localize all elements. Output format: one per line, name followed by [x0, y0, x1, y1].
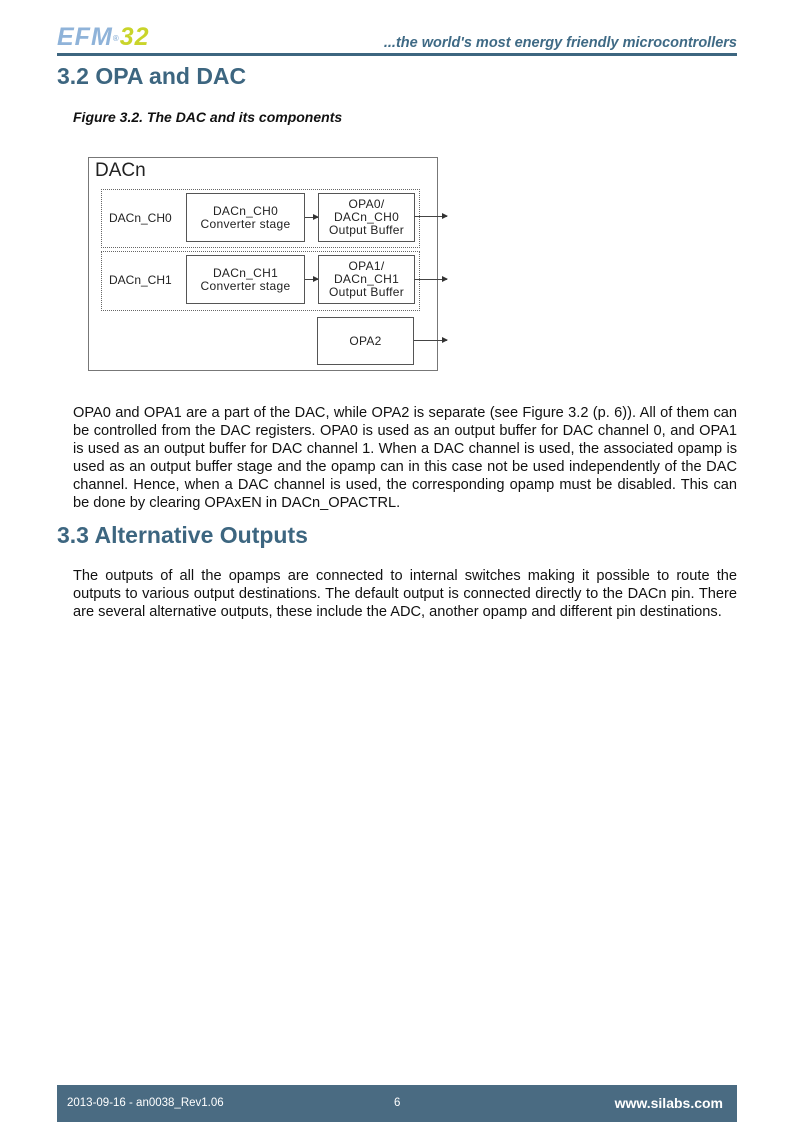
channel-label: DACn_CH0: [109, 211, 172, 225]
buffer-channel: DACn_CH0: [333, 210, 400, 224]
buffer-opa: OPA1/: [348, 259, 385, 273]
footer-doc-info: 2013-09-16 - an0038_Rev1.06: [67, 1097, 224, 1109]
converter-stage-box: [186, 193, 305, 242]
arrow-icon: [414, 216, 447, 217]
footer-website-link[interactable]: www.silabs.com: [614, 1095, 723, 1111]
header-tagline: ...the world's most energy friendly microcontrollers: [383, 35, 737, 51]
footer-page-number: 6: [394, 1097, 401, 1109]
channel-group-ch0: [101, 189, 420, 248]
channel-group-ch1: [101, 251, 420, 311]
converter-desc: Converter stage: [200, 216, 291, 231]
dac-diagram: [88, 157, 438, 371]
logo-registered-mark: ®: [112, 34, 120, 43]
header-divider: [57, 53, 737, 56]
output-buffer-box: [318, 193, 415, 242]
buffer-opa: OPA0/: [348, 197, 385, 211]
logo-efm-text: EFM: [57, 23, 113, 51]
arrow-icon: [305, 279, 318, 280]
buffer-desc: Output Buffer: [328, 223, 405, 237]
buffer-channel: DACn_CH1: [333, 272, 400, 286]
section-3-3-paragraph: The outputs of all the opamps are connected to internal switches making it possible to route the outputs to various output destinations. The default output is connected directly to the DACn pin. There are several alternative outputs, these include the ADC, another opamp and different pin destinations.: [73, 568, 737, 620]
section-heading-3-2: 3.2 OPA and DAC: [57, 63, 247, 89]
buffer-desc: Output Buffer: [328, 285, 405, 299]
section-heading-3-3: 3.3 Alternative Outputs: [57, 522, 308, 548]
figure-caption: Figure 3.2. The DAC and its components: [73, 109, 343, 125]
arrow-icon: [414, 279, 447, 280]
efm32-logo: [57, 24, 150, 50]
arrow-icon: [305, 217, 318, 218]
output-buffer-box: [318, 255, 415, 304]
converter-stage-box: [186, 255, 305, 304]
arrow-icon: [414, 340, 447, 341]
converter-name: DACn_CH0: [212, 203, 279, 218]
converter-name: DACn_CH1: [212, 265, 279, 280]
page-footer: [57, 1085, 737, 1122]
converter-desc: Converter stage: [200, 278, 291, 293]
section-3-2-paragraph: OPA0 and OPA1 are a part of the DAC, while OPA2 is separate (see Figure 3.2 (p. 6)). All of them can be controlled from the DAC registers. OPA0 is used as an output buffer for DAC channel 0, and OPA1 is used as an output buffer for DAC channel 1. When a DAC channel is used, the associated opamp is used as an output buffer stage and the opamp can in this case not be used independently of the DAC channel. Hence, when a DAC channel is used, the corresponding opamp must be disabled. This can be done by clearing OPAxEN in DACn_OPACTRL.: [73, 405, 737, 511]
channel-label: DACn_CH1: [109, 273, 172, 287]
opa2-label: OPA2: [349, 333, 382, 348]
logo-32-text: 32: [119, 23, 150, 51]
diagram-title: DACn: [95, 160, 146, 181]
opa2-box: [317, 317, 414, 365]
